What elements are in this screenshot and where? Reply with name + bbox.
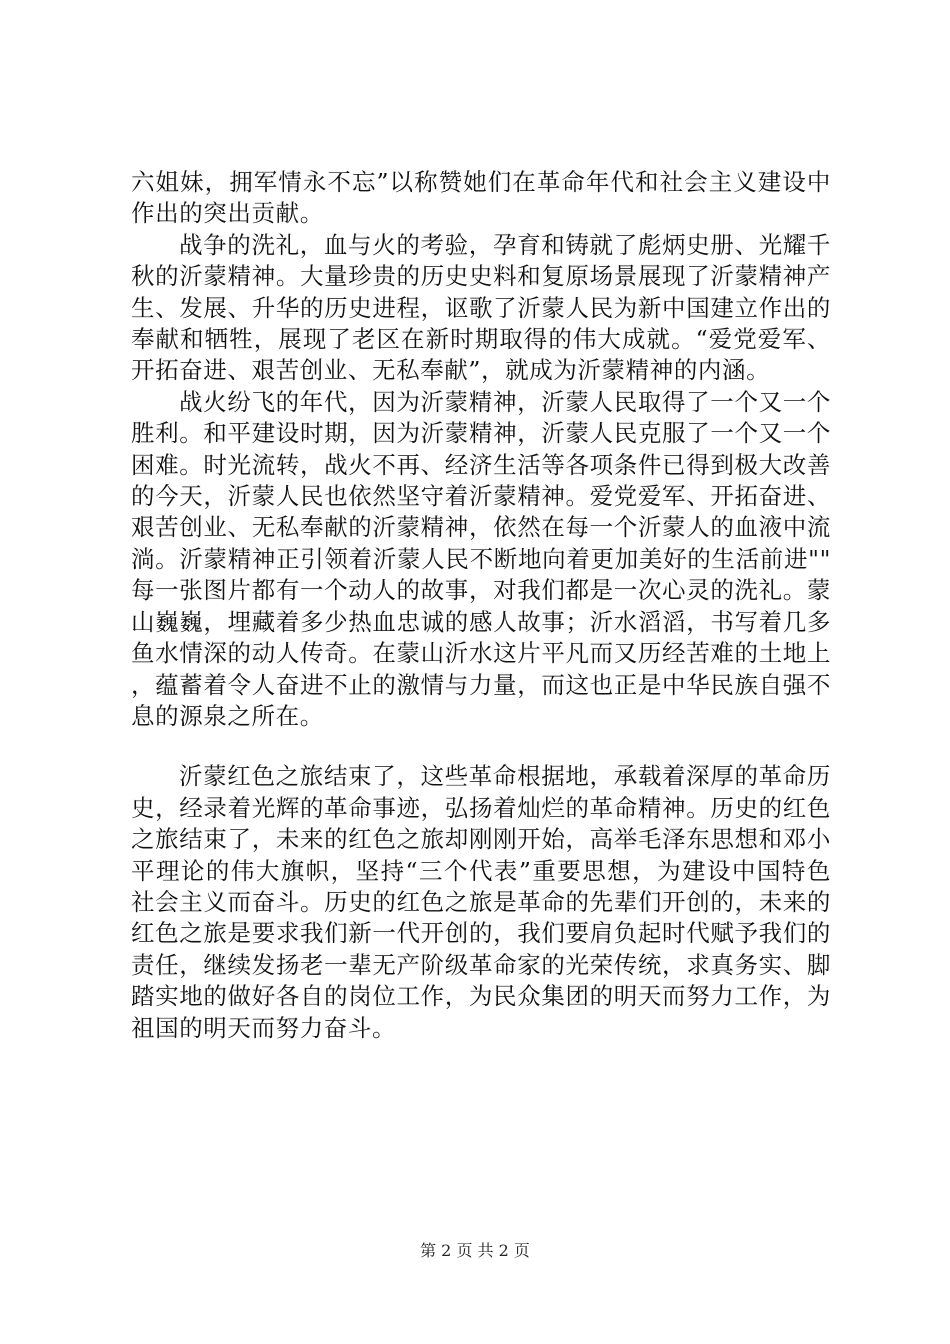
- paragraph-red-tour-conclusion: 沂蒙红色之旅结束了，这些革命根据地，承载着深厚的革命历史，经录着光辉的革命事迹，弘扬着灿烂的革命精神。历史的红色之旅结束了，未来的红色之旅却刚刚开始，高举毛泽东思想和邓小平理论的伟大旗帜，坚持“三个代表”重要思想，为建设中国特色社会主义而奋斗。历史的红色之旅是革命的先辈们开创的，未来的红色之旅是要求我们新一代开创的，我们要肩负起时代赋予我们的责任，继续发扬老一辈无产阶级革命家的光荣传统，求真务实、脚踏实地的做好各自的岗位工作，为民众集团的明天而努力工作，为祖国的明天而努力奋斗。: [131, 762, 831, 1042]
- document-body: [131, 167, 831, 1044]
- paragraph-continuation: 六姐妹，拥军情永不忘”以称赞她们在革命年代和社会主义建设中作出的突出贡献。: [131, 168, 831, 228]
- paragraph-years-of-war: 战火纷飞的年代，因为沂蒙精神，沂蒙人民取得了一个又一个胜利。和平建设时期，因为沂蒙精神，沂蒙人民克服了一个又一个困难。时光流转，战火不再、经济生活等各项条件已得到极大改善的今天，沂蒙人民也依然坚守着沂蒙精神。爱党爱军、开拓奋进、艰苦创业、无私奉献的沂蒙精神，依然在每一个沂蒙人的血液中流淌。沂蒙精神正引领着沂蒙人民不断地向着更加美好的生活前进""每一张图片都有一个动人的故事，对我们都是一次心灵的洗礼。蒙山巍巍，埋藏着多少热血忠诚的感人故事；沂水滔滔，书写着几多鱼水情深的动人传奇。在蒙山沂水这片平凡而又历经苦难的土地上，蕴蓄着令人奋进不止的激情与力量，而这也正是中华民族自强不息的源泉之所在。: [131, 387, 831, 730]
- paragraph-baptism-of-war: 战争的洗礼，血与火的考验，孕育和铸就了彪炳史册、光耀千秋的沂蒙精神。大量珍贵的历史史料和复原场景展现了沂蒙精神产生、发展、升华的历史进程，讴歌了沂蒙人民为新中国建立作出的奉献和牺牲，展现了老区在新时期取得的伟大成就。“爱党爱军、开拓奋进、艰苦创业、无私奉献”，就成为沂蒙精神的内涵。: [131, 230, 831, 385]
- page-number-footer: 第 2 页 共 2 页: [420, 1241, 530, 1260]
